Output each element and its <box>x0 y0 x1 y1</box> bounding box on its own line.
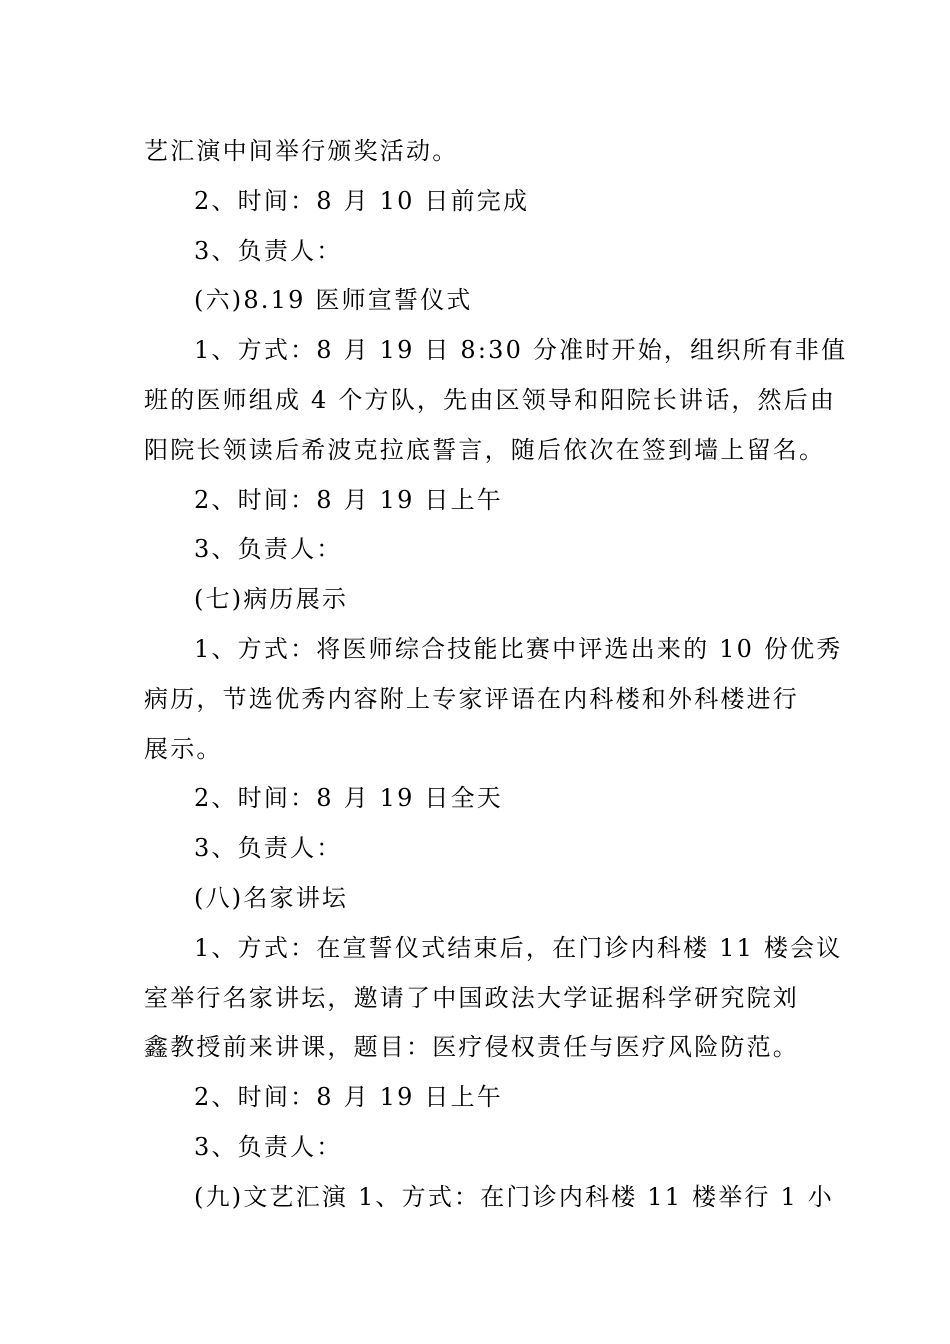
paragraph-line: 艺汇演中间举行颁奖活动。 <box>144 137 459 165</box>
paragraph-line: 班的医师组成 4 个方队，先由区领导和阳院长讲话，然后由 <box>144 385 837 414</box>
paragraph-line: 2、时间：8 月 19 日上午 <box>194 1083 503 1112</box>
paragraph-line: 3、负责人： <box>194 236 343 265</box>
section-heading: (八)名家讲坛 <box>194 883 349 912</box>
paragraph-line: 2、时间：8 月 19 日全天 <box>194 784 503 813</box>
paragraph-line: 2、时间：8 月 19 日上午 <box>194 485 503 514</box>
document-body <box>144 127 848 1223</box>
section-heading: (九)文艺汇演 1、方式：在门诊内科楼 11 楼举行 1 小 <box>194 1182 834 1211</box>
paragraph-line: 2、时间：8 月 10 日前完成 <box>194 186 530 215</box>
paragraph-line: 3、负责人： <box>194 834 343 863</box>
paragraph-line: 1、方式：8 月 19 日 8:30 分准时开始，组织所有非值 <box>194 336 848 365</box>
paragraph-line: 展示。 <box>144 734 223 763</box>
paragraph-line: 病历，节选优秀内容附上专家评语在内科楼和外科楼进行 <box>144 684 799 713</box>
section-heading: (六)8.19 医师宣誓仪式 <box>194 286 473 315</box>
paragraph-line: 3、负责人： <box>194 535 343 564</box>
paragraph-line: 室举行名家讲坛，邀请了中国政法大学证据科学研究院刘 <box>144 983 799 1012</box>
section-heading: (七)病历展示 <box>194 585 349 614</box>
paragraph-line: 3、负责人： <box>194 1132 343 1161</box>
paragraph-line: 阳院长领读后希波克拉底誓言，随后依次在签到墙上留名。 <box>144 435 826 464</box>
paragraph-line: 鑫教授前来讲课，题目：医疗侵权责任与医疗风险防范。 <box>144 1033 799 1062</box>
paragraph-line: 1、方式：将医师综合技能比赛中评选出来的 10 份优秀 <box>194 634 843 663</box>
paragraph-line: 1、方式：在宣誓仪式结束后，在门诊内科楼 11 楼会议 <box>194 933 843 962</box>
